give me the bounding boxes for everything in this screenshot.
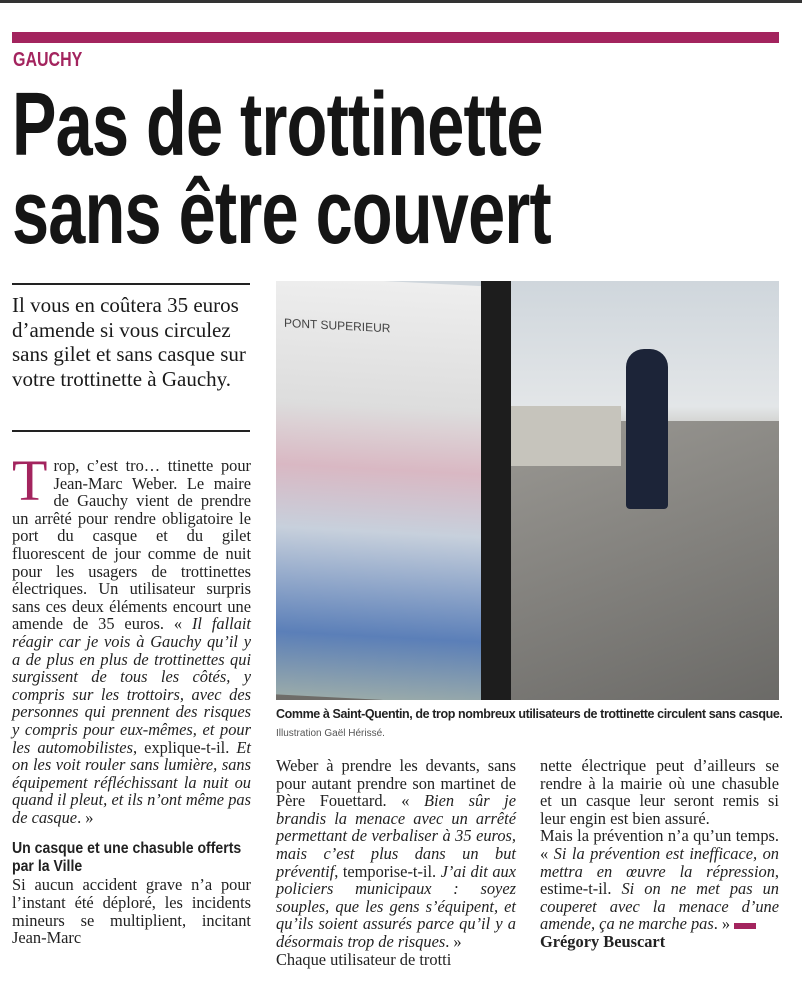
author-byline: Grégory Beuscart <box>540 931 666 951</box>
quote-text: Bien sûr je brandis la menace avec un arrêté permettant de verbaliser à 35 euros, mais c’est plus dans un but préventif <box>276 791 516 881</box>
drop-cap: T <box>12 448 48 513</box>
body-text: Chaque utilisateur de trotti <box>276 949 452 969</box>
body-text: . » <box>77 807 94 827</box>
body-text: , temporise-t-il. <box>334 861 441 881</box>
photo-credit: Illustration Gaël Hérissé. <box>276 728 385 739</box>
bus-timetable-sign <box>276 281 491 700</box>
body-text: . » <box>445 931 462 951</box>
subheading: Un casque et une chasuble offerts par la Ville <box>12 840 242 876</box>
bridge-railing <box>511 406 621 466</box>
body-text: nette électrique peut d’ailleurs se rendre à la mairie où une chasuble et un casque leur seront remis si leur engin est bien assuré. <box>540 756 779 828</box>
caption-text: Comme à Saint-Quentin, de trop nombreux utilisateurs de trottinette circulent sans casque. <box>276 707 783 721</box>
quote-text: Et on les voit rouler sans lumière, sans équipement réfléchissant la nuit ou quand il pleut, et ils n’ont même pas de casque <box>12 737 251 827</box>
paragraph <box>12 876 251 946</box>
lead-rule-top <box>12 283 250 285</box>
lead-paragraph: Il vous en coûtera 35 euros d’amende si vous circulez sans gilet et sans casque sur votre trottinette à Gauchy. <box>12 293 246 391</box>
paragraph <box>276 951 516 969</box>
quote-text: Si on ne met pas un couperet avec la menace d’une amende, ça ne marche pas <box>540 879 779 934</box>
paragraph <box>12 448 251 827</box>
body-text: Mais la prévention n’a qu’un temps. « <box>540 826 779 863</box>
body-text: rop, c’est tro… ttinette pour Jean-Marc Weber. Le maire de Gauchy vient de prendre un arrêté pour rendre obligatoire le port du casque et du gilet fluorescent de jour comme de nuit pour les usagers de trottinettes électriques. Un utilisateur surpris sans ces deux éléments encourt une amende de 35 euros. « <box>12 456 251 634</box>
article-photo <box>276 281 779 700</box>
quote-text: Si la prévention est inefficace, on mettra en œuvre la répression <box>540 843 780 881</box>
top-rule <box>0 0 802 3</box>
body-text: Si aucun accident grave n’a pour l’instant été déploré, les incidents mineurs se multiplient, incitant Jean-Marc <box>12 875 251 948</box>
column-3 <box>540 757 779 951</box>
body-text: , explique-t-il. <box>132 737 237 757</box>
body-text: . » <box>713 914 731 934</box>
column-1 <box>12 448 251 948</box>
scooter-rider <box>626 349 668 509</box>
quote-text: Il fallait réagir car je vois à Gauchy qu’il y a de plus en plus de trottinettes qui surgissent de tous les côtés, y compris sur les trottoirs, avec des personnes qui prennent des risques y compris pour eux-mêmes, et pour les automobilistes <box>12 614 251 757</box>
body-text: Weber à prendre les devants, sans pour autant prendre son martinet de Père Fouettard. « <box>276 756 516 811</box>
end-mark <box>734 923 756 929</box>
paragraph <box>276 757 516 951</box>
sign-post <box>481 281 511 700</box>
column-2 <box>276 757 516 968</box>
body-text: , estime-t-il. <box>540 861 779 899</box>
paragraph <box>540 757 779 827</box>
headline-line-2: sans être couvert <box>12 163 551 263</box>
lead-rule-bottom <box>12 430 250 432</box>
paragraph <box>540 827 779 933</box>
section-label: GAUCHY <box>13 49 83 71</box>
photo-caption <box>276 705 786 743</box>
sign-text: PONT SUPERIEUR <box>284 315 391 336</box>
section-bar <box>12 32 779 43</box>
quote-text: J’ai dit aux policiers municipaux : soyez souples, que les gens s’équipent, et qu’ils soient assurés parce qu’il y a désormais trop de risques <box>276 861 516 951</box>
headline-line-1: Pas de trottinette <box>12 75 543 175</box>
